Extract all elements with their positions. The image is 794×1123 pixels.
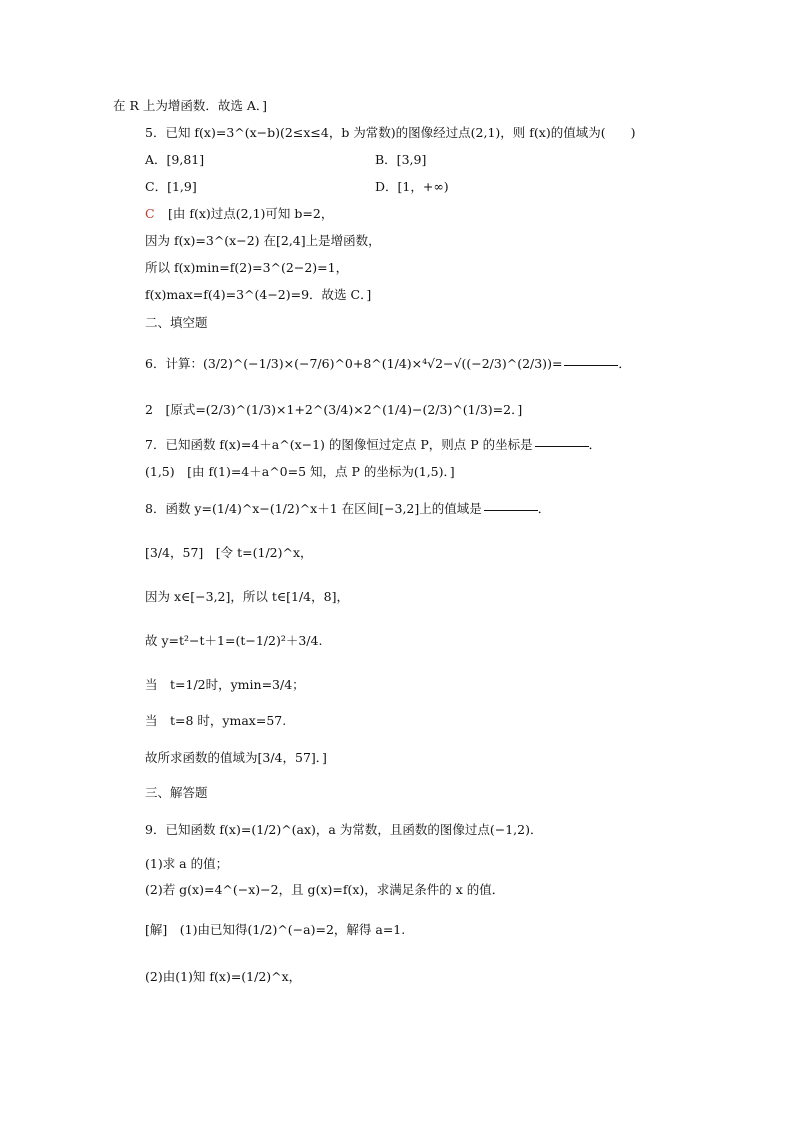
option-a: A．[9,81] [145,152,205,167]
section-heading: 三、解答题 [145,785,208,800]
question-9: 9．已知函数 f(x)=(1/2)^(ax)，a 为常数，且函数的图像过点(−1,2)． [145,822,543,837]
question-9-part-2: (2)若 g(x)=4^(−x)−2，且 g(x)=f(x)，求满足条件的 x 的值． [145,882,505,897]
solution-line: [3/4，57] [令 t=(1/2)^x， [145,545,313,560]
solution-line: 2 [原式=(2/3)^(1/3)×1+2^(3/4)×2^(1/4)−(2/3)^(1/3)=2．] [145,402,523,417]
solution-line: (2)由(1)知 f(x)=(1/2)^x， [145,969,302,984]
solution-line: 当 t=1/2时，ymin=3/4； [145,677,305,692]
answer-letter: C [145,206,155,221]
text-line: 在 R 上为增函数．故选 A．] [113,98,267,113]
question-8: 8．函数 y=(1/4)^x−(1/2)^x＋1 在区间[−3,2]上的值域是 ． [145,501,551,516]
answer-blank [564,364,618,366]
option-b: B．[3,9] [375,152,427,167]
solution-line: f(x)max=f(4)=3^(4−2)=9．故选 C．] [145,287,372,302]
answer-blank [484,509,538,511]
solution-line: [由 f(x)过点(2,1)可知 b=2， [168,206,334,221]
solution-line: (1,5) [由 f(1)=4＋a^0=5 知，点 P 的坐标为(1,5)．] [145,464,455,479]
solution-line: 故所求函数的值域为[3/4，57]．] [145,750,327,765]
solution-line: 因为 f(x)=3^(x−2) 在[2,4]上是增函数， [145,233,381,248]
question-5: 5．已知 f(x)=3^(x−b)(2≤x≤4，b 为常数)的图像经过点(2,1)，则 f(x)的值域为( ) [145,125,636,140]
question-6: 6．计算：(3/2)^(−1/3)×(−7/6)^0+8^(1/4)×⁴√2−√((−2/3)^(2/3))= ． [145,356,631,371]
option-c: C．[1,9] [145,179,197,194]
section-heading: 二、填空题 [145,315,208,330]
solution-line: 当 t=8 时，ymax=57. [145,713,287,728]
solution-line: [解] (1)由已知得(1/2)^(−a)=2，解得 a=1. [145,922,406,937]
question-7: 7．已知函数 f(x)=4＋a^(x−1) 的图像恒过定点 P，则点 P 的坐标是 ． [145,437,602,452]
question-9-part-1: (1)求 a 的值； [145,856,229,871]
solution-line: 因为 x∈[−3,2]，所以 t∈[1/4，8]， [145,589,349,604]
solution-line: 所以 f(x)min=f(2)=3^(2−2)=1， [145,260,349,275]
solution-line: 故 y=t²−t＋1=(t−1/2)²＋3/4. [145,633,323,648]
option-d: D．[1，+∞) [375,179,449,194]
answer-blank [535,445,589,447]
